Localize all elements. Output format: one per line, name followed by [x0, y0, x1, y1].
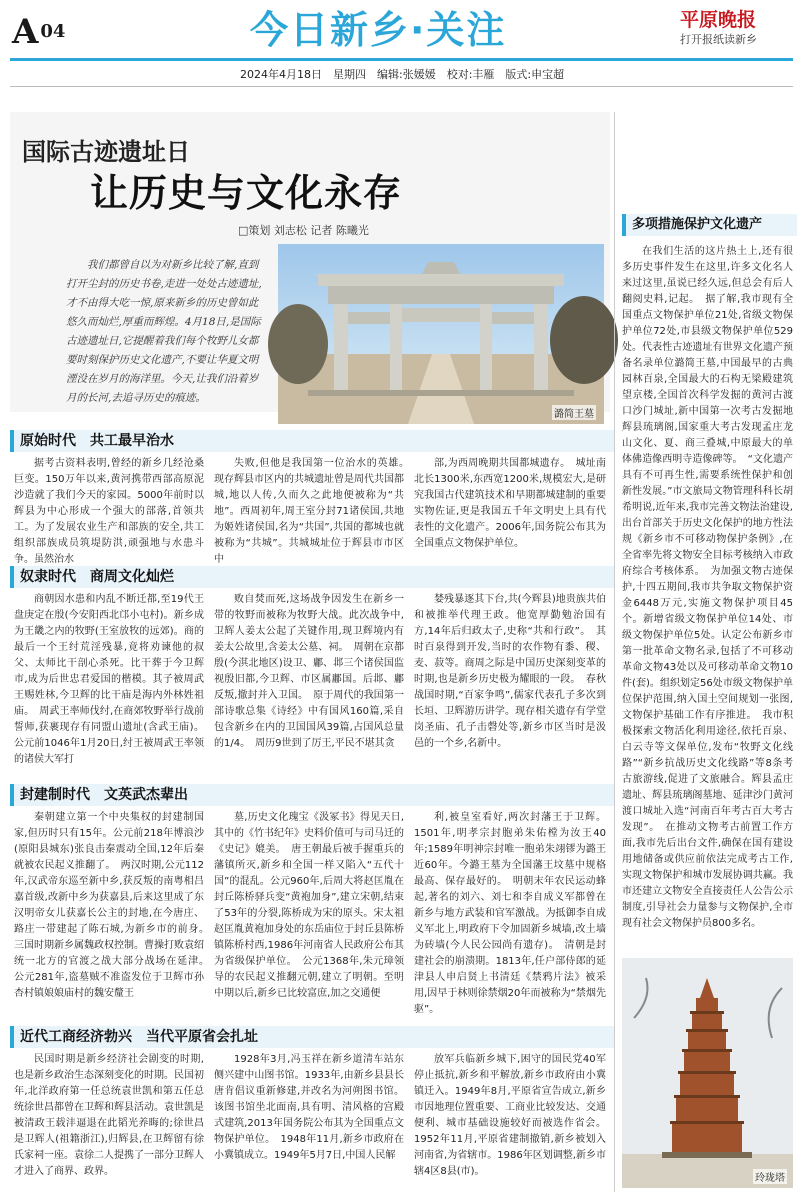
header-rule: [10, 58, 793, 61]
section-title-slave-era: 奴隶时代 商周文化灿烂: [20, 569, 174, 585]
section-2-col-1: 商朝因水患和内乱不断迁都,至19代王盘庚定在殷(今安阳西北邙小屯村)。新乡成为王畿之内的牧野(王室放牧的远郊)。商的最后一个王纣荒淫残暴,竟将劝谏他的叔父、太师比干剖心杀死。比干葬于今卫辉市,成为后世忠君爱国的楷模。其子被周武王赐姓林,今卫辉的比干庙是海内外林姓祖庙。 周武王率师伐纣,在商郊牧野举行战前誓师,获裹现存有同盟山遗址(含武王庙)。公元前1046年1月20日,纣王被周武王率领的诸侯大军打: [14, 594, 204, 765]
section-3-col-2: 墓,历史文化瑰宝《汲冢书》得见天日,其中的《竹书纪年》史料价值可与司马迁的《史记》媲美。 唐王朝最后被手握重兵的藩镇所灭,新乡和全国一样又陷入“五代十国”的混乱。公元960年,后周大将赵匡胤在封丘陈桥驿兵变“黄袍加身”,建立宋朝,结束了53年的分裂,陈桥成为宋的原头。宋太祖赵匡胤黄袍加身处的东岳庙位于封丘县陈桥镇陈桥村西,1986年河南省人民政府公布其为省级保护单位。 公元1368年,朱元璋领导的农民起义推翻元朝,建立了明朝。至明中期以后,新乡已比较富庶,加之交通便: [214, 812, 404, 999]
dateline: 2024年4月18日 星期四 编辑:张媛媛 校对:丰雁 版式:申宝超: [240, 68, 565, 81]
section-4-col-1: 民国时期是新乡经济社会剧变的时期,也是新乡政治生态深刻变化的时期。民国初年,北洋政府第一任总统袁世凯和第五任总统徐世昌都曾在卫辉和辉县活动。袁世凯是被清政王载沣逼退在此韬光养晦的;徐世昌是卫辉人(祖籍浙江),归辉县,在卫辉留有徐氏家祠一座。袁徐二人提携了一部分卫辉人才进入了商界、政界。: [14, 1054, 204, 1177]
section-1-col-3: 部,为西周晚期共国都城遗存。 城址南北长1300米,东西宽1200米,规模宏大,是研究我国古代建筑技术和早期都城建制的重要实物佐证,更是我国五千年文明史上具有代表性的文化遗产。2006年,国务院公布其为全国重点文物保护单位。: [414, 458, 606, 549]
brand-name: 平原晚报: [680, 9, 757, 31]
sidebar-title: 多项措施保护文化遗产: [632, 217, 763, 232]
section-1-col-2: 失败,但他是我国第一位治水的英雄。 现存辉县市区内的共城遗址曾是周代共国都城,地以人传,久而久之此地便被称为“共地”。西周初年,周王室分封71诸侯国,共地为姬姓诸侯国,名为“共国”,共国的都城也就被称为“共城”。共城城址位于辉县市市区中: [214, 458, 414, 565]
section-title-primitive-era: 原始时代 共工最早治水: [20, 433, 174, 449]
section-4-col-3: 放军兵临新乡城下,困守的国民党40军停止抵抗,新乡和平解放,新乡市政府由小冀镇迁入。1949年8月,平原省宣告成立,新乡市因地理位置重要、工商业比较发达、交通便利、城市基础设施较好而被选作省会。1952年11月,平原省建制撤销,新乡被划入河南省,为省辖市。1986年区划调整,新乡市辖4区8县(市)。: [414, 1054, 606, 1177]
section-3-col-3: 利,被皇室看好,两次封藩王于卫辉。1501年,明孝宗封胞弟朱佑樘为汝王40年;1589年明神宗封唯一胞弟朱翊镠为潞王近60年。今潞王墓为全国藩王坟墓中规格最高、保存最好的。 明朝末年农民运动蜂起,著名的刘六、刘七和李自成义军都曾在新乡与地方武装和官军激战。为抵御李自成义军北上,明政府下令加固新乡城墙,改土墙为砖墙(今人民公园尚有遗存)。 清朝是封建社会的崩溃期。1813年,任户部侍郎的延津县人申启贤上书清廷《禁鸦片法》被采用,因早于林则徐禁烟20年而被称为“禁烟先驱”。: [414, 812, 606, 1015]
newspaper-logo: [680, 8, 792, 54]
feature-headline: 让历史与文化永存: [90, 170, 403, 215]
memorial-archway-photo: [278, 244, 604, 424]
sidebar-article: 在我们生活的这片热土上,还有很多历史事件发生在这里,许多文化名人来过这里,虽说已经久远,但总会有后人翻阅史料,记起。 据了解,我市现有全国重点文物保护单位21处,省级文物保护单位72处,市县级文物保护单位529处。代表性古迹遗址有世界文化遗产预备名录单位潞简王墓,中国最早的古典园林百泉,全国最大的石构无梁殿建筑望京楼,全国首次科学发掘的黄河古渡口沙门城址,新中国第一次考古发掘地辉县琉璃阁,国家重大考古发现孟庄龙山文化、夏、商三叠城,中原最大的单体佛造像西明寺造像碑等。 “文化遗产具有不可再生性,需要系统性保护和创新性发展。”市文旅局文物管理科科长胡希明说,近年来,我市完善文物法治建设,出台首部关于历史文化保护的地方性法规《新乡市不可移动物保护条例》,在全省率先将文物安全目标考核纳入市政府综合考核体系。 为加强文物古迹保护,十四五期间,我市共争取文物保护资金6448万元,实施文物保护项目45个。新增省级文物保护单位14处、市级文物保护单位5处。认定公布新乡市第一批革命文物名录,包括了不可移动革命文物43处以及可移动革命文物10件(套)。组织划定56处市级文物保护单位保护范围,纳入国土空间规划一张图,文物保护基础工作有序推进。 我市积极探索文物活化利用途径,依托百泉、白云寺等文保单位,发布“牧野文化线路”“新乡抗战历史文化线路”等8条考古旅游线,促进了文旅融合。辉县孟庄遗址、辉县琉璃阁墓地、延津沙门黄河渡口城址入选“河南百年考古百大考古发现”。 在推动文物考古前置工作方面,我市先后出台文件,确保在国有建设用地储备或供应前依法完成考古工作,实现文物保护和城市发展协调共赢。我市还建立文物安全直接责任人公告公示制度,引导社会力量参与文物保护,全市现有社会文物保护员800多名。: [622, 246, 793, 929]
section-1-col-1: 据考古资料表明,曾经的新乡几经沧桑巨变。150万年以来,黄河携带西部高原泥沙造就了我们今天的家园。5000年前时以辉县为中心形成一个强大的部落,首领共工。为了发展农业生产和部族的安全,共工组织部族成员筑堤防洪,顽强地与水患斗争。虽然治水: [14, 458, 204, 565]
brand-slogan: 打开报纸读新乡: [680, 33, 757, 46]
section-2-col-3: 婪残暴逐其下台,共(今辉县)地贵族共伯和被推举代理王政。他宽厚勤勉治国有方,14年后归政太子,史称“共和行政”。 其时百泉得到开发,当时的农作物有黍、稷、麦、菽等。商周之际是中国历史深刻变革的时期,也是新乡历史极为耀眼的一段。 春秋战国时期,“百家争鸣”,儒家代表孔子多次到长垣、卫辉游历讲学。现存相关遗存有学堂岗圣庙、孔子击磬处等,新乡市区当时是汲邑的一个乡,名新中。: [414, 594, 606, 749]
section-title-feudal-era: 封建制时代 文英武杰辈出: [20, 787, 188, 803]
section-2-col-2: 败自焚而死,这场战争因发生在新乡一带的牧野而被称为牧野大战。此次战争中,卫辉人姜太公起了关键作用,现卫辉境内有姜太公故里,含姜太公墓、祠。 周朝在京都殷(今淇北地区)设卫、鄘、邶三个诸侯国监视殷旧都,今卫辉、市区属鄘国。后邶、鄘反叛,撤封并入卫国。 原于周代的我国第一部诗歌总集《诗经》中有国风160篇,采自包含新乡在内的卫国国风39篇,占国风总量的1/4。 周历9世到了厉王,平民不堪其贪: [214, 594, 404, 749]
section-masthead: 今日新乡·关注: [250, 8, 507, 52]
pagoda-illustration: [622, 958, 793, 1188]
pagoda-photo: [622, 958, 793, 1188]
feature-intro: 我们都曾自以为对新乡比较了解,直到打开尘封的历史书卷,走进一处处古迹遗址,才不由得大吃一惊,原来新乡的历史曾如此悠久而灿烂,厚重而辉煌。4月18日,是国际古迹遗址日,它提醒着我们每个牧野儿女都要时刻保护历史文化遗产,不要让华夏文明湮没在岁月的海洋里。今天,让我们沿着岁月的长河,去追寻历史的痕迹。: [66, 259, 262, 404]
header-divider: [10, 86, 793, 87]
photo-caption: 潞简王墓: [552, 405, 596, 420]
section-4-col-2: 1928年3月,冯玉祥在新乡道清车站东侧兴建中山图书馆。1933年,由新乡县县长唐肯倡议重新修建,并改名为河朔图书馆。该图书馆坐北面南,具有明、清风格的宫殿式建筑,2013年国务院公布其为全国重点文物保护单位。 1948年11月,新乡市政府在小冀镇成立。1949年5月7日,中国人民解: [214, 1054, 404, 1161]
column-divider: [614, 112, 615, 1192]
section-3-col-1: 秦朝建立第一个中央集权的封建制国家,但历时只有15年。公元前218年博浪沙(原阳县城东)张良击秦震动全国,12年后秦就被农民起义推翻了。 两汉时期,公元112年,汉武帝东巡至新中乡,获反叛的南粤相吕嘉首级,改新中乡为获嘉县,后来这里成了东汉明帝女儿获嘉长公主的封地,在今唐庄、路庄一带建起了陈石城,为新乡市的前身。 三国时期新乡属魏政权控制。曹操打败袁绍统一北方的官渡之战大部分战场在延津。 公元281年,盗墓贼不准盗发位于卫辉市孙杏村镇娘娘庙村的魏安釐王: [14, 812, 214, 999]
page-number: A $^{04}$: [12, 12, 66, 52]
pagoda-caption: 玲珑塔: [753, 1169, 787, 1184]
byline: □策划 刘志松 记者 陈曦光: [238, 224, 369, 237]
section-title-modern-era: 近代工商经济勃兴 当代平原省会扎址: [20, 1029, 258, 1045]
archway-illustration: [278, 244, 604, 424]
feature-kicker: 国际古迹遗址日: [22, 137, 190, 166]
